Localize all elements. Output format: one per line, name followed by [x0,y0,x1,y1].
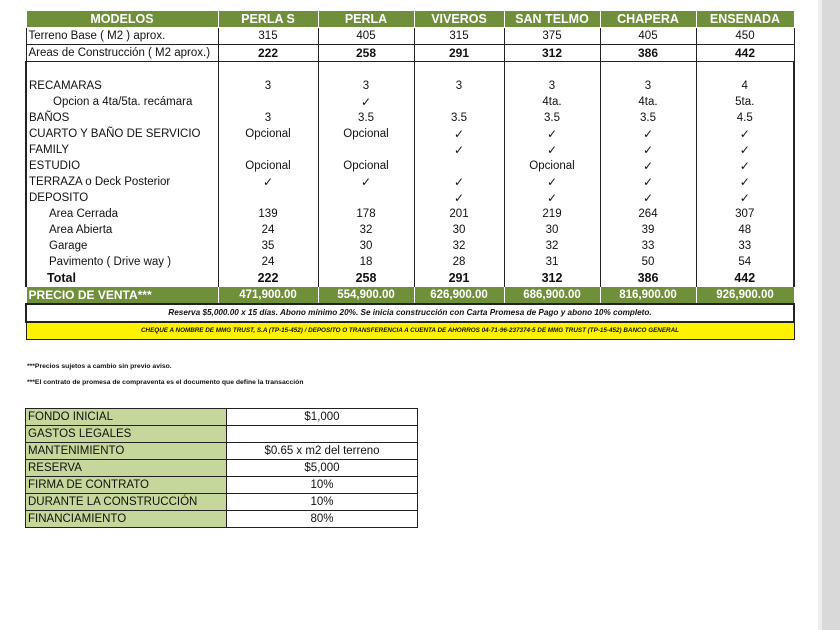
table-cell: 3 [318,78,414,94]
row-label: Areas de Construcción ( M2 aprox.) [26,45,218,62]
scrollbar-track[interactable] [822,0,840,630]
table-cell: 307 [696,206,794,222]
finance-value: 10% [227,477,418,494]
check-icon: ✓ [414,174,504,190]
table-row [26,110,794,126]
table-cell: 30 [414,222,504,238]
table-cell: 386 [600,45,696,62]
check-icon: ✓ [696,174,794,190]
table-cell: 405 [318,28,414,45]
table-row [26,78,794,94]
table-cell: 3 [414,78,504,94]
table-cell: 291 [414,45,504,62]
table-cell: 312 [504,45,600,62]
row-label: CUARTO Y BAÑO DE SERVICIO [26,126,218,142]
table-cell: 258 [318,270,414,287]
table-cell: Opcional [218,126,318,142]
table-cell: 24 [218,222,318,238]
row-label: BAÑOS [26,110,218,126]
total-row [26,270,794,287]
check-icon: ✓ [318,94,414,110]
finance-row [26,443,418,460]
finance-row [26,460,418,477]
table-cell: 3 [504,78,600,94]
header-cell: CHAPERA [600,11,696,28]
row-label: FAMILY [26,142,218,158]
table-cell: 3 [218,110,318,126]
table-cell: 139 [218,206,318,222]
table-cell: 386 [600,270,696,287]
price-row [26,287,794,305]
table-cell: 3.5 [504,110,600,126]
models-table [25,10,795,340]
finance-row [26,426,418,443]
table-cell: Opcional [318,158,414,174]
price-cell: 554,900.00 [318,287,414,305]
finance-label: GASTOS LEGALES [26,426,227,443]
table-cell: 442 [696,270,794,287]
finance-value: 80% [227,511,418,528]
table-cell: 31 [504,254,600,270]
finance-label: DURANTE LA CONSTRUCCIÓN [26,494,227,511]
table-cell: 405 [600,28,696,45]
price-cell: 926,900.00 [696,287,794,305]
row-label: Pavimento ( Drive way ) [26,254,218,270]
check-icon: ✓ [414,126,504,142]
table-cell [414,94,504,110]
table-row [26,158,794,174]
check-icon: ✓ [600,174,696,190]
table-cell: 48 [696,222,794,238]
price-cell: 686,900.00 [504,287,600,305]
check-icon: ✓ [696,190,794,206]
finance-row [26,409,418,426]
table-cell: 30 [318,238,414,254]
header-row [26,11,794,28]
table-cell: 222 [218,45,318,62]
table-cell [318,142,414,158]
header-cell: MODELOS [26,11,218,28]
row-label: Area Cerrada [26,206,218,222]
table-cell [218,142,318,158]
table-cell: 18 [318,254,414,270]
table-cell: 50 [600,254,696,270]
price-cell: 816,900.00 [600,287,696,305]
table-cell [218,94,318,110]
header-cell: PERLA S [218,11,318,28]
table-cell: 201 [414,206,504,222]
footnote-contract: ***El contrato de promesa de compraventa es el documento que define la transacción [27,379,304,386]
table-cell: 3.5 [600,110,696,126]
price-cell: 626,900.00 [414,287,504,305]
finance-value: $0.65 x m2 del terreno [227,443,418,460]
table-cell: 315 [414,28,504,45]
row-label: Terreno Base ( M2 ) aprox. [26,28,218,45]
table-row [26,126,794,142]
table-cell: 28 [414,254,504,270]
table-cell: 54 [696,254,794,270]
table-cell: 3 [218,78,318,94]
table-cell: 3.5 [318,110,414,126]
table-cell: 315 [218,28,318,45]
table-cell: 5ta. [696,94,794,110]
table-cell: 258 [318,45,414,62]
check-icon: ✓ [504,126,600,142]
table-cell: 222 [218,270,318,287]
table-cell: 312 [504,270,600,287]
check-icon: ✓ [504,142,600,158]
table-cell [318,190,414,206]
table-cell: 450 [696,28,794,45]
cheque-note: CHEQUE A NOMBRE DE MMG TRUST, S.A (TP-15-452) / DEPOSITO O TRANSFERENCIA A CUENTA DE AHORROS 04-71-96-237374-5 DE MMG TRUST (TP-15-452) BANCO GENERAL [26,322,794,340]
check-icon: ✓ [696,126,794,142]
table-cell: 3 [600,78,696,94]
table-cell: 32 [318,222,414,238]
table-row [26,142,794,158]
table-row [26,238,794,254]
table-cell: 4ta. [600,94,696,110]
check-icon: ✓ [218,174,318,190]
finance-label: FIRMA DE CONTRATO [26,477,227,494]
reserva-note: Reserva $5,000.00 x 15 días. Abono mínimo 20%. Se inicia construcción con Carta Promesa de Pago y abono 10% completo. [26,304,794,322]
row-label: RECAMARAS [26,78,218,94]
finance-label: FONDO INICIAL [26,409,227,426]
table-cell: 178 [318,206,414,222]
table-cell: 4.5 [696,110,794,126]
finance-row [26,494,418,511]
check-icon: ✓ [504,174,600,190]
row-label: Opcion a 4ta/5ta. recámara [26,94,218,110]
table-cell: 32 [414,238,504,254]
footnote-prices: ***Precios sujetos a cambio sin previo aviso. [27,363,172,370]
table-cell: 375 [504,28,600,45]
finance-label: FINANCIAMIENTO [26,511,227,528]
cheque-note-row [26,322,794,340]
check-icon: ✓ [696,142,794,158]
table-row [26,254,794,270]
finance-value: $5,000 [227,460,418,477]
table-cell: 39 [600,222,696,238]
table-cell: 24 [218,254,318,270]
price-cell: 471,900.00 [218,287,318,305]
table-cell: Opcional [504,158,600,174]
check-icon: ✓ [696,158,794,174]
table-cell: 33 [600,238,696,254]
table-cell: 442 [696,45,794,62]
check-icon: ✓ [414,142,504,158]
table-cell: 35 [218,238,318,254]
table-row [26,222,794,238]
table-cell: 33 [696,238,794,254]
header-cell: ENSENADA [696,11,794,28]
reserva-note-row [26,304,794,322]
row-label: DEPOSITO [26,190,218,206]
table-cell: 3.5 [414,110,504,126]
finance-value [227,426,418,443]
row-label: Total [26,270,218,287]
table-row [26,94,794,110]
check-icon: ✓ [600,126,696,142]
table-cell: 291 [414,270,504,287]
table-row [26,174,794,190]
table-cell: 4ta. [504,94,600,110]
finance-label: MANTENIMIENTO [26,443,227,460]
table-cell [414,158,504,174]
table-cell: 264 [600,206,696,222]
row-label: TERRAZA o Deck Posterior [26,174,218,190]
table-row [26,45,794,62]
finance-value: $1,000 [227,409,418,426]
header-cell: PERLA [318,11,414,28]
check-icon: ✓ [600,158,696,174]
finance-label: RESERVA [26,460,227,477]
check-icon: ✓ [600,190,696,206]
row-label: PRECIO DE VENTA*** [26,287,218,305]
table-cell: 30 [504,222,600,238]
table-cell: 32 [504,238,600,254]
table-cell [218,190,318,206]
table-row [26,28,794,45]
check-icon: ✓ [600,142,696,158]
header-cell: SAN TELMO [504,11,600,28]
row-label: ESTUDIO [26,158,218,174]
spacer-row [26,62,794,79]
finance-value: 10% [227,494,418,511]
table-row [26,206,794,222]
table-cell: Opcional [318,126,414,142]
row-label: Garage [26,238,218,254]
table-cell: 4 [696,78,794,94]
finance-row [26,477,418,494]
check-icon: ✓ [318,174,414,190]
check-icon: ✓ [414,190,504,206]
table-row [26,190,794,206]
check-icon: ✓ [504,190,600,206]
row-label: Area Abierta [26,222,218,238]
table-cell: 219 [504,206,600,222]
table-cell: Opcional [218,158,318,174]
finance-table [25,408,418,528]
finance-row [26,511,418,528]
header-cell: VIVEROS [414,11,504,28]
